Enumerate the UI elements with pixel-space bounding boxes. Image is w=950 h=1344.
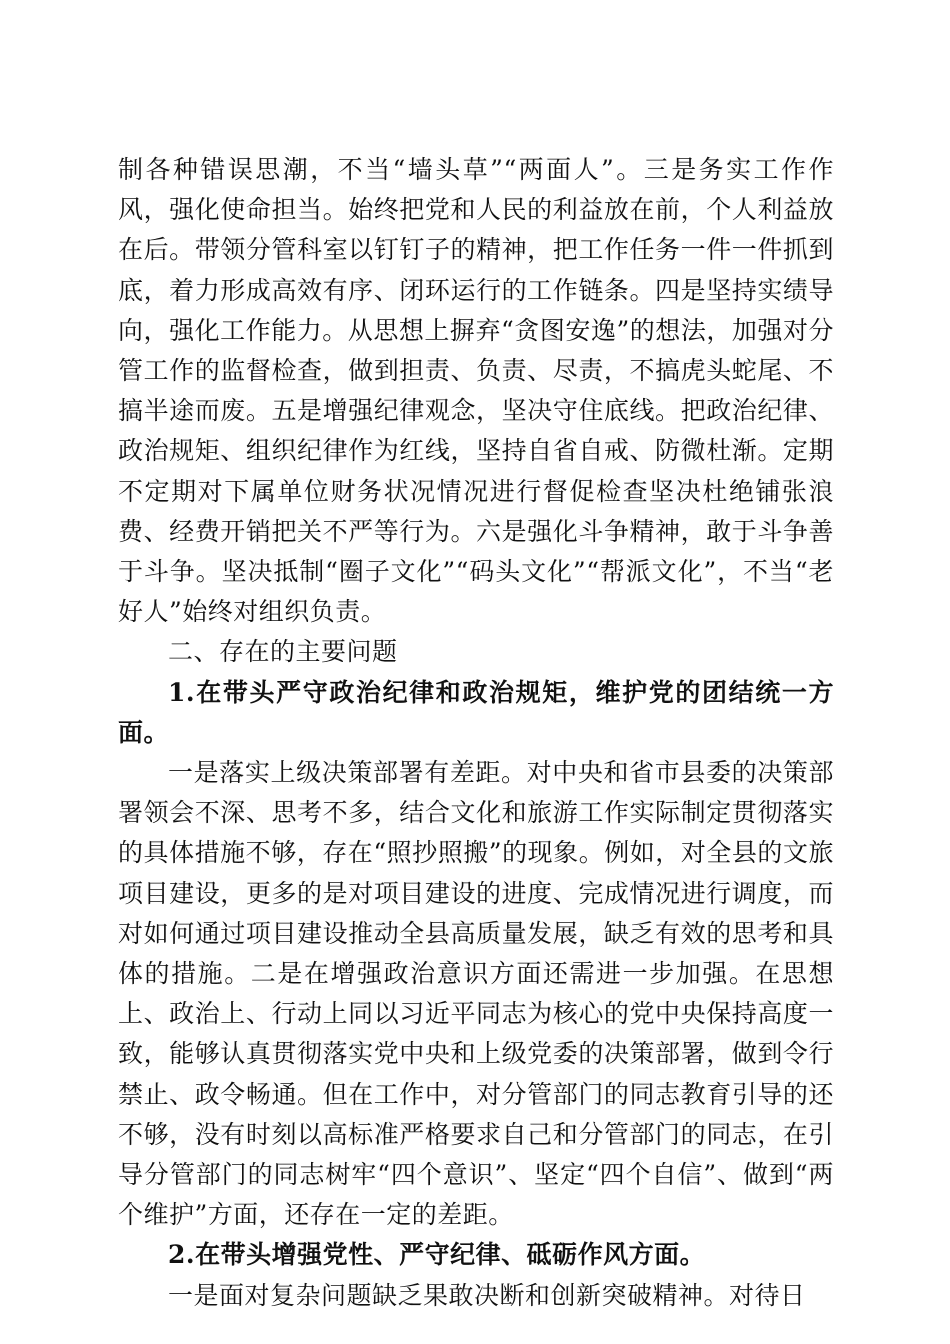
document-body [118, 150, 834, 1316]
subsection-heading-1: 1.在带头严守政治纪律和政治规矩，维护党的团结统一方面。 [118, 677, 834, 747]
paragraph-body-2: 一是面对复杂问题缺乏果敢决断和创新突破精神。对待日 [168, 1280, 806, 1310]
section-heading: 二、存在的主要问题 [168, 637, 398, 667]
subsection-heading-2: 2.在带头增强党性、严守纪律、砥砺作风方面。 [168, 1240, 706, 1270]
paragraph-continuation: 制各种错误思潮，不当“墙头草”“两面人”。三是务实工作作风，强化使命担当。始终把党和人民的利益放在前，个人利益放在后。带领分管科室以钉钉子的精神，把工作任务一件一件抓到底，着力形成高效有序、闭环运行的工作链条。四是坚持实绩导向，强化工作能力。从思想上摒弃“贪图安逸”的想法，加强对分管工作的监督检查，做到担责、负责、尽责，不搞虎头蛇尾、不搞半途而废。五是增强纪律观念，坚决守住底线。把政治纪律、政治规矩、组织纪律作为红线，坚持自省自戒、防微杜渐。定期不定期对下属单位财务状况情况进行督促检查坚决杜绝铺张浪费、经费开销把关不严等行为。六是强化斗争精神，敢于斗争善于斗争。坚决抵制“圈子文化”“码头文化”“帮派文化”，不当“老好人”始终对组织负责。 [118, 155, 834, 627]
paragraph-body-1: 一是落实上级决策部署有差距。对中央和省市县委的决策部署领会不深、思考不多，结合文化和旅游工作实际制定贯彻落实的具体措施不够，存在“照抄照搬”的现象。例如，对全县的文旅项目建设，更多的是对项目建设的进度、完成情况进行调度，而对如何通过项目建设推动全县高质量发展，缺乏有效的思考和具体的措施。二是在增强政治意识方面还需进一步加强。在思想上、政治上、行动上同以习近平同志为核心的党中央保持高度一致，能够认真贯彻落实党中央和上级党委的决策部署，做到令行禁止、政令畅通。但在工作中，对分管部门的同志教育引导的还不够，没有时刻以高标准严格要求自己和分管部门的同志，在引导分管部门的同志树牢“四个意识”、坚定“四个自信”、做到“两个维护”方面，还存在一定的差距。 [118, 758, 834, 1230]
